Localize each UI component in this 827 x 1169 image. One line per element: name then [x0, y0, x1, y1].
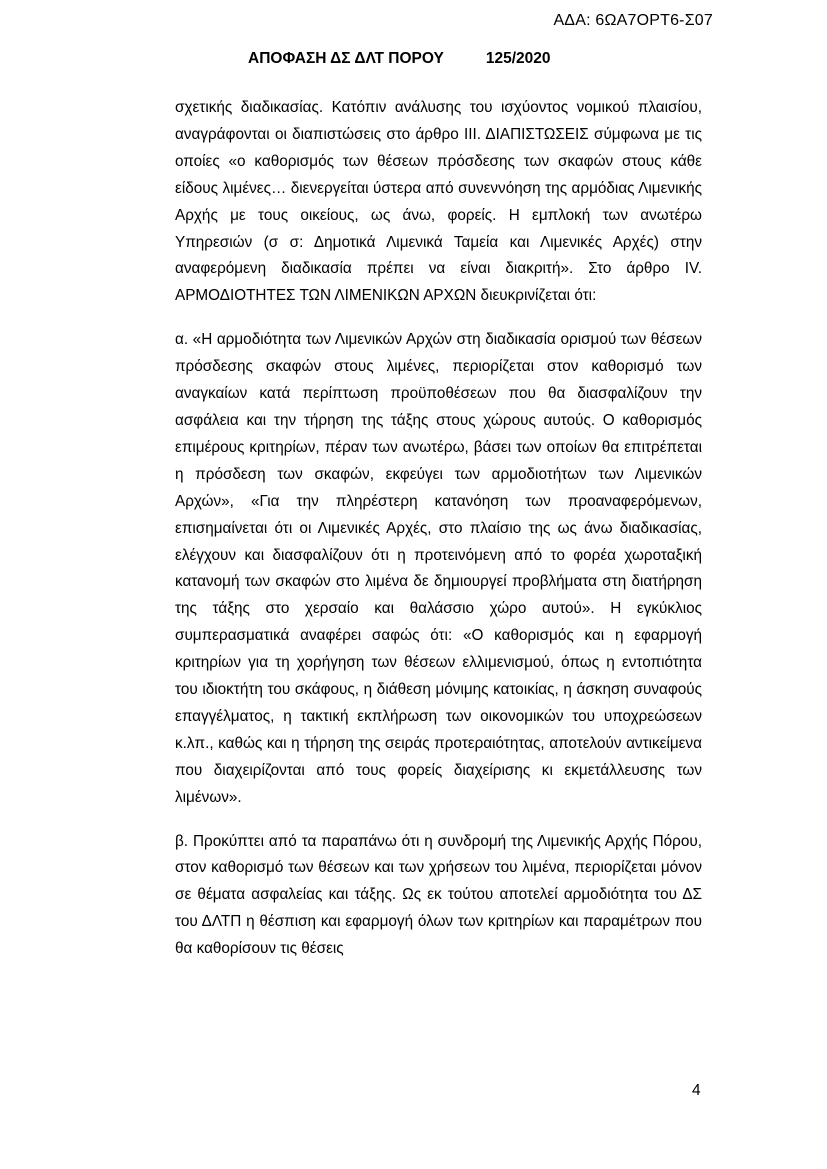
- document-header: [248, 50, 551, 68]
- paragraph-beta: β. Προκύπτει από τα παραπάνω ότι η συνδρομή της Λιμενικής Αρχής Πόρου, στον καθορισμό των θέσεων και των χρήσεων του λιμένα, περιορίζεται μόνον σε θέματα ασφαλείας και τάξης. Ως εκ τούτου αποτελεί αρμοδιότητα του ΔΣ του ΔΛΤΠ η θέσπιση και εφαρμογή όλων των κριτηρίων και παραμέτρων που θα καθορίσουν τις θέσεις: [175, 832, 702, 958]
- decision-number: 125/2020: [485, 50, 551, 67]
- paragraph-intro: σχετικής διαδικασίας. Κατόπιν ανάλυσης του ισχύοντος νομικού πλαισίου, αναγράφονται οι διαπιστώσεις στο άρθρο ΙΙΙ. ΔΙΑΠΙΣΤΩΣΕΙΣ σύμφωνα με τις οποίες «ο καθορισμός των θέσεων πρόσδεσης των σκαφών στους κάθε είδους λιμένες… διενεργείται ύστερα από συνεννόηση της αρμόδιας Λιμενικής Αρχής με τους οικείους, ως άνω, φορείς. Η εμπλοκή των ανωτέρω Υπηρεσιών (σ σ: Δημοτικά Λιμενικά Ταμεία και Λιμενικές Αρχές) στην αναφερόμενη διαδικασία πρέπει να είναι διακριτή». Στο άρθρο IV. ΑΡΜΟΔΙΟΤΗΤΕΣ ΤΩΝ ΛΙΜΕΝΙΚΩΝ ΑΡΧΩΝ διευκρινίζεται ότι:: [175, 99, 702, 305]
- decision-title: ΑΠΟΦΑΣΗ ΔΣ ΔΛΤ ΠΟΡΟΥ: [248, 50, 444, 67]
- page-number: 4: [692, 1082, 701, 1099]
- document-body: [175, 95, 702, 963]
- paragraph-alpha: α. «Η αρμοδιότητα των Λιμενικών Αρχών στη διαδικασία ορισμού των θέσεων πρόσδεσης σκαφών στους λιμένες, περιορίζεται στον καθορισμό των αναγκαίων κατά περίπτωση προϋποθέσεων που θα διασφαλίζουν την ασφάλεια και την τήρηση της τάξης στους χώρους αυτούς. Ο καθορισμός επιμέρους κριτηρίων, πέραν των ανωτέρω, βάσει των οποίων θα επιτρέπεται η πρόσδεση των σκαφών, εκφεύγει των αρμοδιοτήτων των Λιμενικών Αρχών», «Για την πληρέστερη κατανόηση των προαναφερόμενων, επισημαίνεται ότι οι Λιμενικές Αρχές, στο πλαίσιο της ως άνω διαδικασίας, ελέγχουν και διασφαλίζουν ότι η προτεινόμενη από το φορέα χωροταξική κατανομή των σκαφών στο λιμένα δε δημιουργεί προβλήματα στη διατήρηση της τάξης στο χερσαίο και θαλάσσιο χώρο αυτού». Η εγκύκλιος συμπερασματικά αναφέρει σαφώς ότι: «Ο καθορισμός και η εφαρμογή κριτηρίων για τη χορήγηση των θέσεων ελλιμενισμού, όπως η εντοπιότητα του ιδιοκτήτη του σκάφους, η διάθεση μόνιμης κατοικίας, η άσκηση συναφούς επαγγέλματος, η τακτική εκπλήρωση των οικονομικών του υποχρεώσεων κ.λπ., καθώς και η τήρηση της σειράς προτεραιότητας, αποτελούν αντικείμενα που διαχειρίζονται από τους φορείς διαχείρισης κι εκμετάλλευσης των λιμένων».: [175, 331, 702, 806]
- ada-code: ΑΔΑ: 6ΩΑ7ΟΡΤ6-Σ07: [553, 12, 713, 29]
